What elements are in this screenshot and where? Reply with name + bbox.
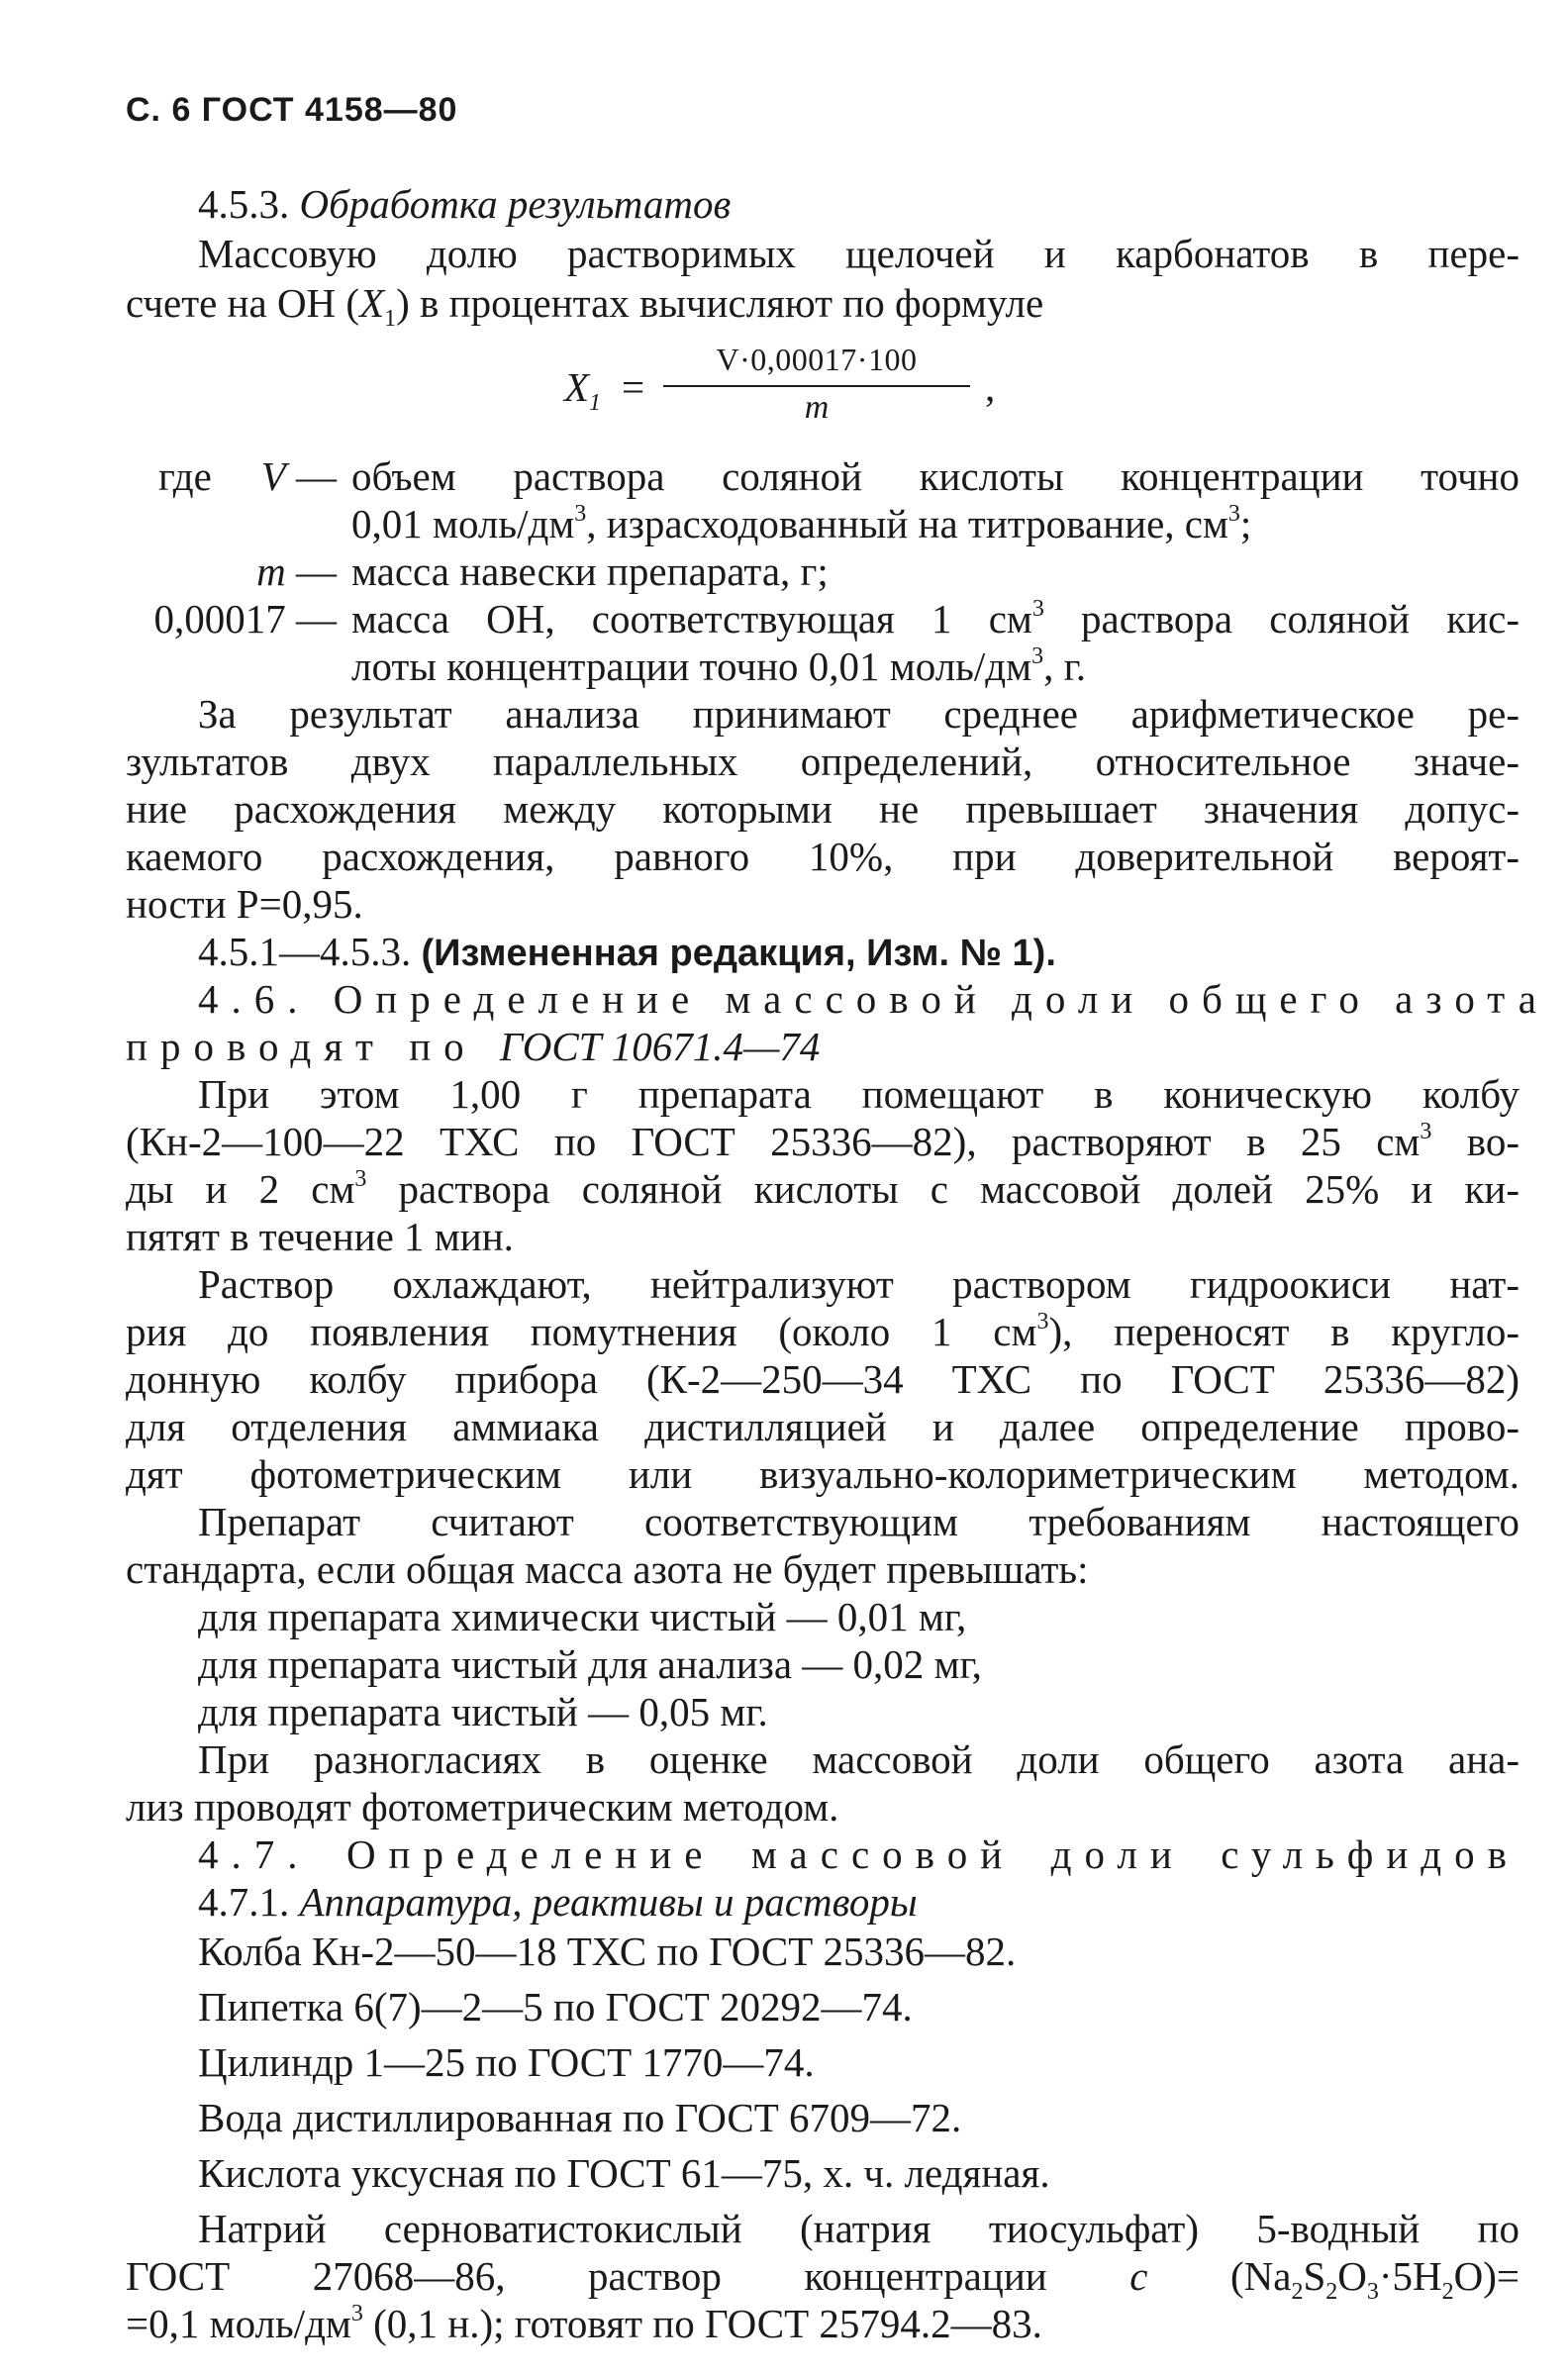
paragraph-line: каемого расхождения, равного 10%, при доверительной вероят-: [126, 834, 1519, 879]
section-heading-4-7-1: 4.7.1. Аппаратура, реактивы и растворы: [198, 1879, 918, 1925]
paragraph-line: дят фотометрическим или визуально-колориметрическим методом.: [126, 1451, 1519, 1497]
list-item: Вода дистиллированная по ГОСТ 6709—72.: [198, 2095, 962, 2140]
list-item: Колба Кн-2—50—18 ТХС по ГОСТ 25336—82.: [198, 1929, 1017, 1974]
def-text: объем раствора соляной кислоты концентрации точно: [351, 453, 1519, 499]
paragraph-line: Препарат считают соответствующим требованиям настоящего: [198, 1499, 1519, 1544]
def-term-v: V —: [260, 453, 337, 499]
list-item: Пипетка 6(7)—2—5 по ГОСТ 20292—74.: [198, 1984, 913, 2029]
def-text: масса ОН, соответствующая 1 $см^3$ раствора соляной кис-: [351, 596, 1519, 642]
fraction-bar: [663, 385, 970, 387]
paragraph-line: зультатов двух параллельных определений, относительное значе-: [126, 739, 1519, 784]
where-label: где: [158, 453, 212, 499]
def-term-constant: 0,00017 —: [153, 596, 337, 642]
formula-x1: [564, 342, 1020, 441]
section-heading-4-6-cont: проводят по ГОСТ 10671.4—74: [126, 1024, 821, 1069]
paragraph-line: рия до появления помутнения (около 1 $см^3$), переносят в кругло-: [126, 1309, 1519, 1354]
paragraph-line: ности P=0,95.: [126, 881, 363, 927]
formula-equals: =: [622, 364, 645, 410]
formula-denominator: m: [804, 389, 830, 426]
text-fragment: ) в процентах вычисляют по формуле: [396, 280, 1044, 326]
paragraph-line: донную колбу прибора (К-2—250—34 ТХС по ГОСТ 25336—82): [126, 1356, 1519, 1402]
paragraph-line: [126, 279, 1044, 333]
paragraph-line: Раствор охлаждают, нейтрализуют раствором гидроокиси нат-: [198, 1261, 1519, 1307]
text-fragment: счете на ОН (: [126, 280, 360, 326]
list-item: для препарата чистый — 0,05 мг.: [198, 1689, 768, 1734]
list-item: для препарата чистый для анализа — 0,02 мг,: [198, 1641, 982, 1687]
paragraph-line: лиз проводят фотометрическим методом.: [126, 1784, 839, 1830]
paragraph-line: пятят в течение 1 мин.: [126, 1214, 514, 1259]
formula-lhs: $X_1$: [564, 364, 602, 417]
paragraph-line: (Кн-2—100—22 ТХС по ГОСТ 25336—82), растворяют в 25 $см^3$ во-: [126, 1119, 1519, 1164]
paragraph-line: При разногласиях в оценке массовой доли общего азота ана-: [198, 1736, 1519, 1782]
list-item: для препарата химически чистый — 0,01 мг,: [198, 1594, 967, 1639]
paragraph-line: Массовую долю растворимых щелочей и карбонатов в пере-: [198, 231, 1519, 276]
section-heading-4-6: 4.6. Определение массовой доли общего азота: [198, 976, 1549, 1022]
paragraph-line: Натрий серноватистокислый (натрия тиосульфат) 5-водный по: [198, 2206, 1519, 2251]
def-text: масса навески препарата, г;: [351, 548, 829, 594]
paragraph-line: стандарта, если общая масса азота не будет превышать:: [126, 1546, 1089, 1592]
list-item: Кислота уксусная по ГОСТ 61—75, х. ч. ледяная.: [198, 2150, 1050, 2196]
paragraph-line: ды и 2 $см^3$ раствора соляной кислоты с массовой долей 25% и ки-: [126, 1166, 1519, 1212]
paragraph-line: За результат анализа принимают среднее арифметическое ре-: [198, 691, 1519, 737]
formula-numerator: V·0,00017·100: [716, 342, 918, 377]
variable: X: [359, 280, 385, 326]
amendment-note: [198, 928, 1056, 977]
formula-comma: ,: [985, 364, 996, 410]
list-item: Цилиндр 1—25 по ГОСТ 1770—74.: [198, 2039, 815, 2085]
section-number: 4.5.3.: [198, 181, 290, 227]
paragraph-line: При этом 1,00 г препарата помещают в коническую колбу: [198, 1071, 1519, 1117]
def-text: лоты концентрации точно 0,01 моль/$дм^3$, г.: [351, 643, 1087, 689]
paragraph-line: ГОСТ 27068—86, раствор концентрации c $(Na_2S_2O_3\cdot 5H_2O)=$: [126, 2253, 1520, 2306]
paragraph-line: ние расхождения между которыми не превышает значения допус-: [126, 786, 1519, 832]
amendment-range: 4.5.1—4.5.3.: [198, 929, 412, 974]
paragraph-line: =0,1 моль/$дм^3$ (0,1 н.); готовят по ГОСТ 25794.2—83.: [126, 2301, 1042, 2346]
section-heading-4-7: 4.7. Определение массовой доли сульфидов: [198, 1831, 1519, 1877]
section-heading-4-5-3: [198, 180, 731, 228]
page-header: С. 6 ГОСТ 4158—80: [126, 91, 458, 129]
amendment-text: (Измененная редакция, Изм. № 1).: [421, 933, 1056, 974]
subscript: 1: [384, 306, 397, 333]
def-text: 0,01 моль/$дм^3$, израсходованный на титрование, $см^3$;: [351, 501, 1252, 546]
def-term-m: m —: [256, 548, 337, 594]
section-title: Обработка результатов: [299, 181, 732, 227]
paragraph-line: для отделения аммиака дистилляцией и далее определение прово-: [126, 1404, 1519, 1449]
